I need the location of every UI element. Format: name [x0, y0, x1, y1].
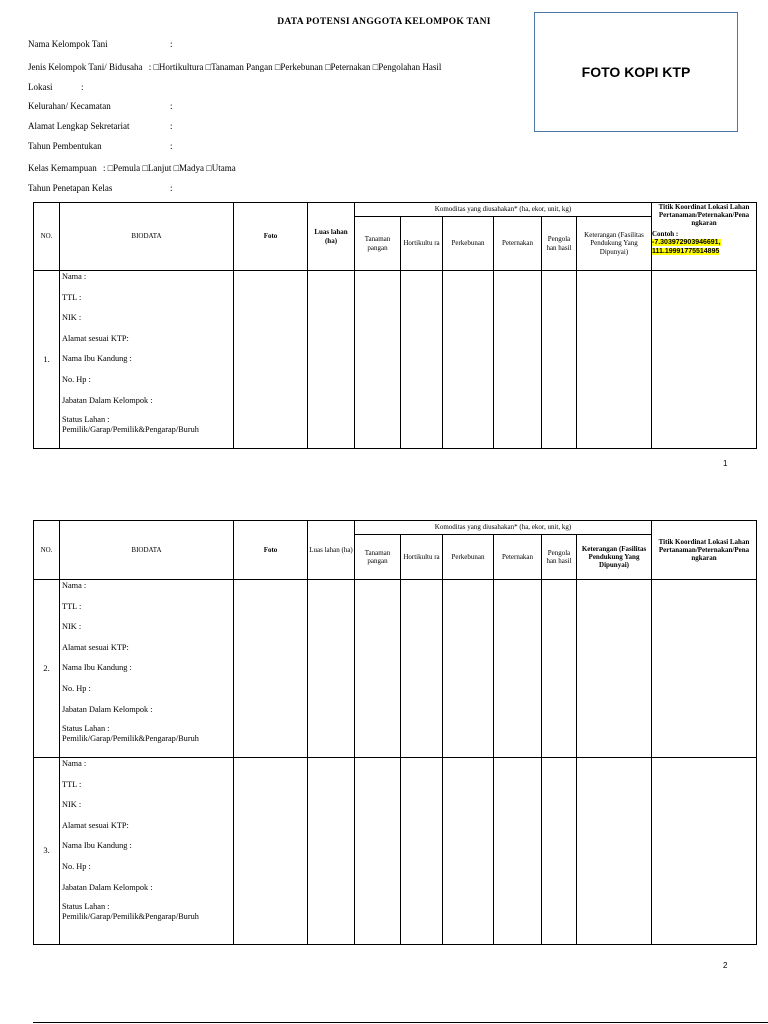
header-foto: Foto [234, 203, 308, 271]
header-tanaman-pangan: Tanaman pangan [355, 217, 401, 271]
kelas-options[interactable]: : □Pemula □Lanjut □Madya □Utama [102, 163, 236, 173]
table-row [34, 758, 757, 945]
perkebunan-cell[interactable] [443, 758, 494, 945]
header-komoditas: Komoditas yang diusahakan* (ha, ekor, unit, kg) [355, 203, 652, 217]
row-number: 3. [34, 758, 60, 945]
header-keterangan: Keterangan (Fasilitas Pendukung Yang Dipunyai) [577, 535, 652, 580]
member-table-2 [33, 520, 757, 945]
header-perkebunan: Perkebunan [443, 217, 494, 271]
field-kelurahan: Kelurahan/ Kecamatan : [28, 101, 173, 111]
header-luas-lahan: Luas lahan (ha) [308, 203, 355, 271]
luas-cell[interactable] [308, 758, 355, 945]
ktp-photo-label: FOTO KOPI KTP [581, 64, 691, 80]
field-tahun-pembentukan: Tahun Pembentukan : [28, 141, 173, 151]
keterangan-cell[interactable] [577, 271, 652, 449]
biodata-cell[interactable]: Nama : TTL : NIK : Alamat sesuai KTP: Nama Ibu Kandung : No. Hp : Jabatan Dalam Kelompok : Status Lahan : Pemilik/Garap/Pemilik&Pengarap/Buruh [60, 758, 234, 945]
header-no: NO. [34, 521, 60, 580]
header-tanaman-pangan: Tanaman pangan [355, 535, 401, 580]
perkebunan-cell[interactable] [443, 580, 494, 758]
field-kelas-kemampuan: Kelas Kemampuan : □Pemula □Lanjut □Madya □Utama [28, 163, 236, 173]
table-row [34, 271, 757, 449]
tanaman-cell[interactable] [355, 580, 401, 758]
koordinat-cell[interactable] [652, 758, 757, 945]
field-tahun-penetapan: Tahun Penetapan Kelas : [28, 183, 173, 193]
peternakan-cell[interactable] [494, 271, 542, 449]
keterangan-cell[interactable] [577, 758, 652, 945]
foto-cell[interactable] [234, 271, 308, 449]
row-number: 2. [34, 580, 60, 758]
header-no: NO. [34, 203, 60, 271]
page-number-1: 1 [723, 459, 728, 468]
page-divider [33, 1022, 768, 1023]
header-hortikultura: Hortikultu ra [401, 217, 443, 271]
perkebunan-cell[interactable] [443, 271, 494, 449]
header-biodata: BIODATA [60, 203, 234, 271]
jenis-options[interactable]: : □Hortikultura □Tanaman Pangan □Perkebunan □Peternakan □Pengolahan Hasil [148, 62, 442, 72]
field-jenis-kelompok: Jenis Kelompok Tani/ Bidusaha : □Hortikultura □Tanaman Pangan □Perkebunan □Peternakan □Pengolahan Hasil [28, 62, 442, 72]
pengolahan-cell[interactable] [542, 758, 577, 945]
header-titik-koordinat: Titik Koordinat Lokasi Lahan Pertanaman/Peternakan/Pena ngkaran Contoh : -7.303972903946691, 111.19991775514895 [652, 203, 757, 271]
header-foto: Foto [234, 521, 308, 580]
biodata-cell[interactable]: Nama : TTL : NIK : Alamat sesuai KTP: Nama Ibu Kandung : No. Hp : Jabatan Dalam Kelompok : Status Lahan : Pemilik/Garap/Pemilik&Pengarap/Buruh [60, 580, 234, 758]
peternakan-cell[interactable] [494, 758, 542, 945]
foto-cell[interactable] [234, 758, 308, 945]
header-peternakan: Peternakan [494, 217, 542, 271]
table-row [34, 580, 757, 758]
koordinat-cell[interactable] [652, 271, 757, 449]
koordinat-cell[interactable] [652, 580, 757, 758]
header-perkebunan: Perkebunan [443, 535, 494, 580]
pengolahan-cell[interactable] [542, 271, 577, 449]
header-keterangan: Keterangan (Fasilitas Pendukung Yang Dipunyai) [577, 217, 652, 271]
header-biodata: BIODATA [60, 521, 234, 580]
hortikultura-cell[interactable] [401, 271, 443, 449]
biodata-cell[interactable]: Nama : TTL : NIK : Alamat sesuai KTP: Nama Ibu Kandung : No. Hp : Jabatan Dalam Kelompok : Status Lahan : Pemilik/Garap/Pemilik&Pengarap/Buruh [60, 271, 234, 449]
header-hortikultura: Hortikultu ra [401, 535, 443, 580]
header-luas-lahan: Luas lahan (ha) [308, 521, 355, 580]
pengolahan-cell[interactable] [542, 580, 577, 758]
hortikultura-cell[interactable] [401, 580, 443, 758]
row-number: 1. [34, 271, 60, 449]
field-lokasi: Lokasi : [28, 82, 84, 92]
contoh-coordinate: -7.303972903946691, 111.19991775514895 [652, 239, 721, 256]
field-alamat: Alamat Lengkap Sekretariat : [28, 121, 173, 131]
tanaman-cell[interactable] [355, 271, 401, 449]
luas-cell[interactable] [308, 271, 355, 449]
foto-cell[interactable] [234, 580, 308, 758]
ktp-photo-box [534, 12, 738, 132]
peternakan-cell[interactable] [494, 580, 542, 758]
keterangan-cell[interactable] [577, 580, 652, 758]
header-pengolahan: Pengola han hasil [542, 535, 577, 580]
header-peternakan: Peternakan [494, 535, 542, 580]
document-title: DATA POTENSI ANGGOTA KELOMPOK TANI [277, 17, 491, 27]
tanaman-cell[interactable] [355, 758, 401, 945]
field-nama-kelompok: Nama Kelompok Tani : [28, 39, 173, 49]
page-number-2: 2 [723, 961, 728, 970]
hortikultura-cell[interactable] [401, 758, 443, 945]
header-komoditas: Komoditas yang diusahakan* (ha, ekor, unit, kg) [355, 521, 652, 535]
header-pengolahan: Pengola han hasil [542, 217, 577, 271]
header-titik-koordinat: Titik Koordinat Lokasi Lahan Pertanaman/Peternakan/Pena ngkaran [652, 521, 757, 580]
luas-cell[interactable] [308, 580, 355, 758]
member-table-1 [33, 202, 757, 449]
